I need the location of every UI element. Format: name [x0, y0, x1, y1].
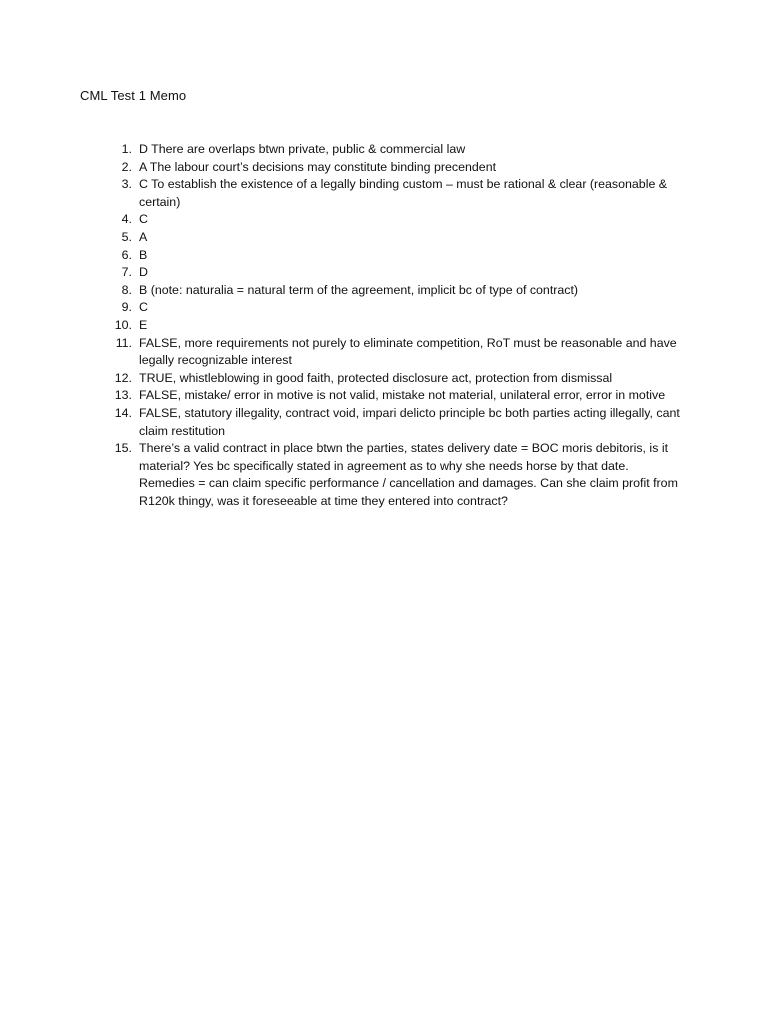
answer-number: 3. [121, 177, 132, 192]
answer-item [121, 176, 684, 211]
answer-item [114, 440, 684, 510]
answer-text: D [139, 265, 148, 280]
answer-text: C [139, 300, 148, 315]
answer-number: 4. [121, 212, 132, 227]
answer-text: B [139, 247, 148, 262]
answer-number: 9. [121, 300, 132, 315]
answer-item [121, 229, 684, 247]
answer-text: D There are overlaps btwn private, public & commercial law [139, 142, 466, 156]
answer-item [114, 387, 684, 405]
answer-text: E [139, 317, 148, 332]
answer-number: 14. [114, 405, 132, 420]
answer-text: FALSE, more requirements not purely to eliminate competition, RoT must be reasonable and have legally recognizable interest [139, 335, 677, 368]
answer-number: 6. [121, 247, 132, 262]
answer-number: 2. [121, 159, 132, 174]
answer-item [115, 335, 684, 370]
answer-item [121, 141, 684, 159]
answer-text: There’s a valid contract in place btwn the parties, states delivery date = BOC moris debitoris, is it material? Yes bc specifically stated in agreement as to why she needs horse by that date. Remedies = can claim specific performance / cancellation and damages. Can she claim profit from R120k thingy, was it foreseeable at time they entered into contract? [139, 441, 678, 508]
answer-item [121, 159, 684, 177]
answer-item [114, 317, 684, 335]
answer-item [121, 282, 684, 300]
answer-item [114, 405, 684, 440]
answer-text: FALSE, mistake/ error in motive is not valid, mistake not material, unilateral error, error in motive [139, 388, 666, 403]
document-title: CML Test 1 Memo [80, 88, 187, 103]
answer-number: 12. [114, 370, 132, 385]
answer-number: 11. [115, 335, 132, 350]
answer-list [114, 141, 684, 510]
answer-item [121, 299, 684, 317]
answer-number: 13. [114, 388, 132, 403]
answer-text: A [139, 229, 148, 244]
answer-number: 1. [121, 142, 132, 156]
answer-number: 15. [114, 441, 132, 456]
answer-text: A The labour court’s decisions may constitute binding precendent [139, 159, 497, 174]
answer-text: C [139, 212, 148, 227]
answer-text: B (note: naturalia = natural term of the agreement, implicit bc of type of contract) [139, 282, 579, 297]
answer-number: 10. [114, 317, 132, 332]
answer-item [121, 264, 684, 282]
answer-number: 5. [121, 229, 132, 244]
answer-item [121, 247, 684, 265]
answer-item [114, 370, 684, 388]
answer-text: TRUE, whistleblowing in good faith, protected disclosure act, protection from dismissal [139, 370, 613, 385]
answer-item [121, 211, 684, 229]
answer-text: C To establish the existence of a legally binding custom – must be rational & clear (reasonable & certain) [139, 177, 668, 209]
answer-text: FALSE, statutory illegality, contract void, impari delicto principle bc both parties acting illegally, cant claim restitution [139, 405, 680, 438]
answer-number: 8. [121, 282, 132, 297]
answer-number: 7. [121, 265, 132, 280]
